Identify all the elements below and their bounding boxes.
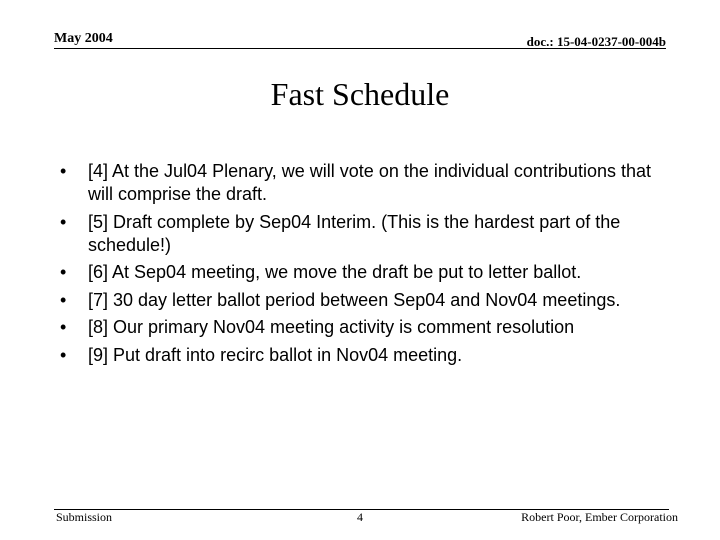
- bullet-item: [60, 316, 660, 339]
- bullet-glyph: •: [60, 317, 67, 337]
- bullet-glyph: •: [60, 344, 67, 365]
- bullet-text: [9] Put draft into recirc ballot in Nov04 meeting.: [88, 344, 463, 365]
- bullet-list: [60, 160, 660, 371]
- bullet-glyph: •: [60, 211, 67, 232]
- bullet-item: [60, 211, 660, 257]
- bullet-text: [5] Draft complete by Sep04 Interim. (This is the hardest part of the schedule!): [88, 211, 621, 255]
- footer-submission: Submission: [56, 510, 113, 524]
- bullet-text: [6] At Sep04 meeting, we move the draft be put to letter ballot.: [88, 262, 582, 282]
- bullet-text: [4] At the Jul04 Plenary, we will vote on the individual contributions that will comprise the draft.: [88, 161, 651, 204]
- bullet-glyph: •: [60, 289, 67, 310]
- bullet-item: [60, 289, 660, 312]
- header-date: May 2004: [54, 31, 113, 46]
- bullet-item: [60, 261, 660, 284]
- bullet-glyph: •: [60, 161, 67, 181]
- footer-page-number: 4: [357, 510, 363, 524]
- bullet-item: [60, 344, 660, 367]
- bullet-glyph: •: [60, 262, 67, 282]
- bullet-text: [7] 30 day letter ballot period between Sep04 and Nov04 meetings.: [88, 289, 621, 310]
- bullet-item: [60, 160, 660, 206]
- slide-title: Fast Schedule: [270, 76, 450, 112]
- bullet-text: [8] Our primary Nov04 meeting activity is comment resolution: [88, 317, 575, 337]
- header-doc-id: doc.: 15-04-0237-00-004b: [526, 34, 666, 49]
- header-rule: [54, 48, 666, 49]
- footer-author: Robert Poor, Ember Corporation: [521, 510, 678, 524]
